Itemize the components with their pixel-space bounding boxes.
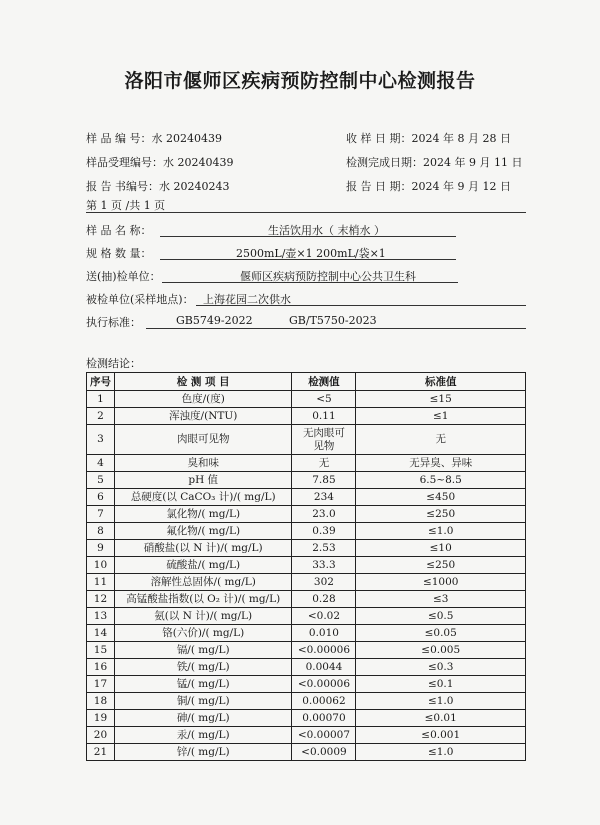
header-index: 序号: [87, 373, 115, 391]
sample-name-label: 样 品 名 称：: [86, 224, 152, 237]
row-value: 无肉眼可见物: [292, 425, 356, 455]
row-item: 氟化物/( mg/L): [114, 523, 292, 540]
row-index: 9: [87, 540, 115, 557]
table-row: [87, 455, 526, 472]
row-index: 2: [87, 408, 115, 425]
results-table: [86, 372, 526, 761]
row-item: 汞/( mg/L): [114, 727, 292, 744]
receive-date: [346, 130, 511, 146]
table-row: [87, 693, 526, 710]
sample-name-value: 生活饮用水（ 末梢水 ）: [268, 224, 385, 237]
row-standard: ≤0.001: [356, 727, 526, 744]
row-index: 17: [87, 676, 115, 693]
underline: [160, 236, 456, 237]
row-standard: 6.5~8.5: [356, 472, 526, 489]
row-standard: ≤0.05: [356, 625, 526, 642]
row-standard: ≤1.0: [356, 744, 526, 761]
meta-value: 水 20240243: [159, 180, 230, 193]
header-value: 检测值: [292, 373, 356, 391]
row-item: 硝酸盐(以 N 计)/( mg/L): [114, 540, 292, 557]
row-standard: ≤450: [356, 489, 526, 506]
row-item: 铜/( mg/L): [114, 693, 292, 710]
row-item: 色度/(度): [114, 391, 292, 408]
row-value: 0.010: [292, 625, 356, 642]
row-value: 0.00062: [292, 693, 356, 710]
inspected-value: 上海花园二次供水: [203, 293, 291, 306]
row-standard: 无: [356, 425, 526, 455]
meta-label: 检测完成日期：: [346, 156, 423, 169]
row-item: 锌/( mg/L): [114, 744, 292, 761]
header-standard: 标准值: [356, 373, 526, 391]
row-index: 21: [87, 744, 115, 761]
row-standard: ≤250: [356, 506, 526, 523]
row-index: 19: [87, 710, 115, 727]
table-row: [87, 727, 526, 744]
table-row: [87, 557, 526, 574]
row-value: 2.53: [292, 540, 356, 557]
row-index: 15: [87, 642, 115, 659]
row-standard: ≤10: [356, 540, 526, 557]
sender-label: 送(抽)检单位：: [86, 270, 161, 283]
table-row: [87, 591, 526, 608]
row-item: 铬(六价)/( mg/L): [114, 625, 292, 642]
row-index: 18: [87, 693, 115, 710]
row-item: 砷/( mg/L): [114, 710, 292, 727]
row-index: 7: [87, 506, 115, 523]
spec-label: 规 格 数 量：: [86, 247, 152, 260]
row-standard: ≤1000: [356, 574, 526, 591]
row-value: 0.00070: [292, 710, 356, 727]
row-value: <0.00007: [292, 727, 356, 744]
meta-label: 收 样 日 期：: [346, 132, 412, 145]
meta-label: 报 告 书编号：: [86, 180, 159, 193]
row-value: 0.11: [292, 408, 356, 425]
row-standard: ≤3: [356, 591, 526, 608]
row-item: 锰/( mg/L): [114, 676, 292, 693]
row-index: 16: [87, 659, 115, 676]
spec-value: 2500mL/壶×1 200mL/袋×1: [236, 247, 386, 260]
table-row: [87, 710, 526, 727]
row-item: 氯化物/( mg/L): [114, 506, 292, 523]
table-row: [87, 608, 526, 625]
row-standard: ≤0.005: [356, 642, 526, 659]
row-value: 0.39: [292, 523, 356, 540]
row-standard: ≤1: [356, 408, 526, 425]
table-body: [87, 391, 526, 761]
row-value: 0.28: [292, 591, 356, 608]
row-item: 浑浊度/(NTU): [114, 408, 292, 425]
table-row: [87, 489, 526, 506]
meta-label: 样 品 编 号：: [86, 132, 152, 145]
meta-value: 水 20240439: [151, 132, 222, 145]
row-item: 高锰酸盐指数(以 O₂ 计)/( mg/L): [114, 591, 292, 608]
header-item: 检 测 项 目: [114, 373, 292, 391]
table-row: [87, 642, 526, 659]
meta-label: 样品受理编号：: [86, 156, 163, 169]
row-item: 氨(以 N 计)/( mg/L): [114, 608, 292, 625]
table-row: [87, 472, 526, 489]
page-info: 第 1 页 /共 1 页: [86, 199, 166, 212]
table-row: [87, 574, 526, 591]
row-standard: ≤15: [356, 391, 526, 408]
row-value: 无: [292, 455, 356, 472]
row-standard: ≤0.1: [356, 676, 526, 693]
report-title: 洛阳市偃师区疾病预防控制中心检测报告: [124, 70, 476, 92]
row-index: 4: [87, 455, 115, 472]
underline: [146, 328, 526, 329]
standard-1: GB5749-2022: [176, 314, 253, 327]
meta-value: 2024 年 8 月 28 日: [411, 132, 511, 145]
sample-number: [86, 130, 222, 146]
table-row: [87, 676, 526, 693]
row-index: 13: [87, 608, 115, 625]
row-standard: ≤1.0: [356, 523, 526, 540]
row-index: 14: [87, 625, 115, 642]
row-value: 7.85: [292, 472, 356, 489]
meta-value: 2024 年 9 月 11 日: [423, 156, 523, 169]
row-index: 20: [87, 727, 115, 744]
underline: [160, 259, 456, 260]
row-index: 11: [87, 574, 115, 591]
row-value: <0.00006: [292, 642, 356, 659]
row-standard: 无异臭、异味: [356, 455, 526, 472]
row-standard: ≤0.5: [356, 608, 526, 625]
report-date: [346, 178, 511, 194]
row-standard: ≤250: [356, 557, 526, 574]
row-standard: ≤0.3: [356, 659, 526, 676]
standard-2: GB/T5750-2023: [289, 314, 377, 327]
underline: [162, 282, 458, 283]
row-item: 硫酸盐/( mg/L): [114, 557, 292, 574]
row-index: 1: [87, 391, 115, 408]
sender-value: 偃师区疾病预防控制中心公共卫生科: [240, 270, 416, 283]
row-item: 臭和味: [114, 455, 292, 472]
row-value: 234: [292, 489, 356, 506]
row-index: 5: [87, 472, 115, 489]
row-standard: ≤0.01: [356, 710, 526, 727]
row-item: pH 值: [114, 472, 292, 489]
table-row: [87, 425, 526, 455]
row-item: 总硬度(以 CaCO₃ 计)/( mg/L): [114, 489, 292, 506]
table-row: [87, 408, 526, 425]
row-item: 铁/( mg/L): [114, 659, 292, 676]
row-item: 溶解性总固体/( mg/L): [114, 574, 292, 591]
row-value: 0.0044: [292, 659, 356, 676]
standard-label: 执行标准：: [86, 316, 141, 329]
meta-value: 2024 年 9 月 12 日: [411, 180, 511, 193]
row-value: <5: [292, 391, 356, 408]
row-standard: ≤1.0: [356, 693, 526, 710]
table-row: [87, 625, 526, 642]
row-item: 肉眼可见物: [114, 425, 292, 455]
meta-label: 报 告 日 期：: [346, 180, 412, 193]
row-index: 10: [87, 557, 115, 574]
meta-value: 水 20240439: [163, 156, 234, 169]
table-row: [87, 506, 526, 523]
completion-date: [346, 154, 522, 170]
table-row: [87, 744, 526, 761]
table-row: [87, 540, 526, 557]
row-value: 302: [292, 574, 356, 591]
table-row: [87, 659, 526, 676]
divider: [86, 212, 526, 213]
row-value: 33.3: [292, 557, 356, 574]
inspected-label: 被检单位(采样地点)：: [86, 293, 194, 306]
row-item: 镉/( mg/L): [114, 642, 292, 659]
row-index: 12: [87, 591, 115, 608]
row-value: 23.0: [292, 506, 356, 523]
row-index: 3: [87, 425, 115, 455]
row-value: <0.0009: [292, 744, 356, 761]
table-header-row: [87, 373, 526, 391]
underline: [196, 305, 526, 306]
conclusion-label: 检测结论：: [86, 357, 141, 370]
acceptance-number: [86, 154, 234, 170]
row-index: 8: [87, 523, 115, 540]
table-row: [87, 523, 526, 540]
row-value: <0.00006: [292, 676, 356, 693]
table-row: [87, 391, 526, 408]
row-index: 6: [87, 489, 115, 506]
report-number: [86, 178, 230, 194]
row-value: <0.02: [292, 608, 356, 625]
